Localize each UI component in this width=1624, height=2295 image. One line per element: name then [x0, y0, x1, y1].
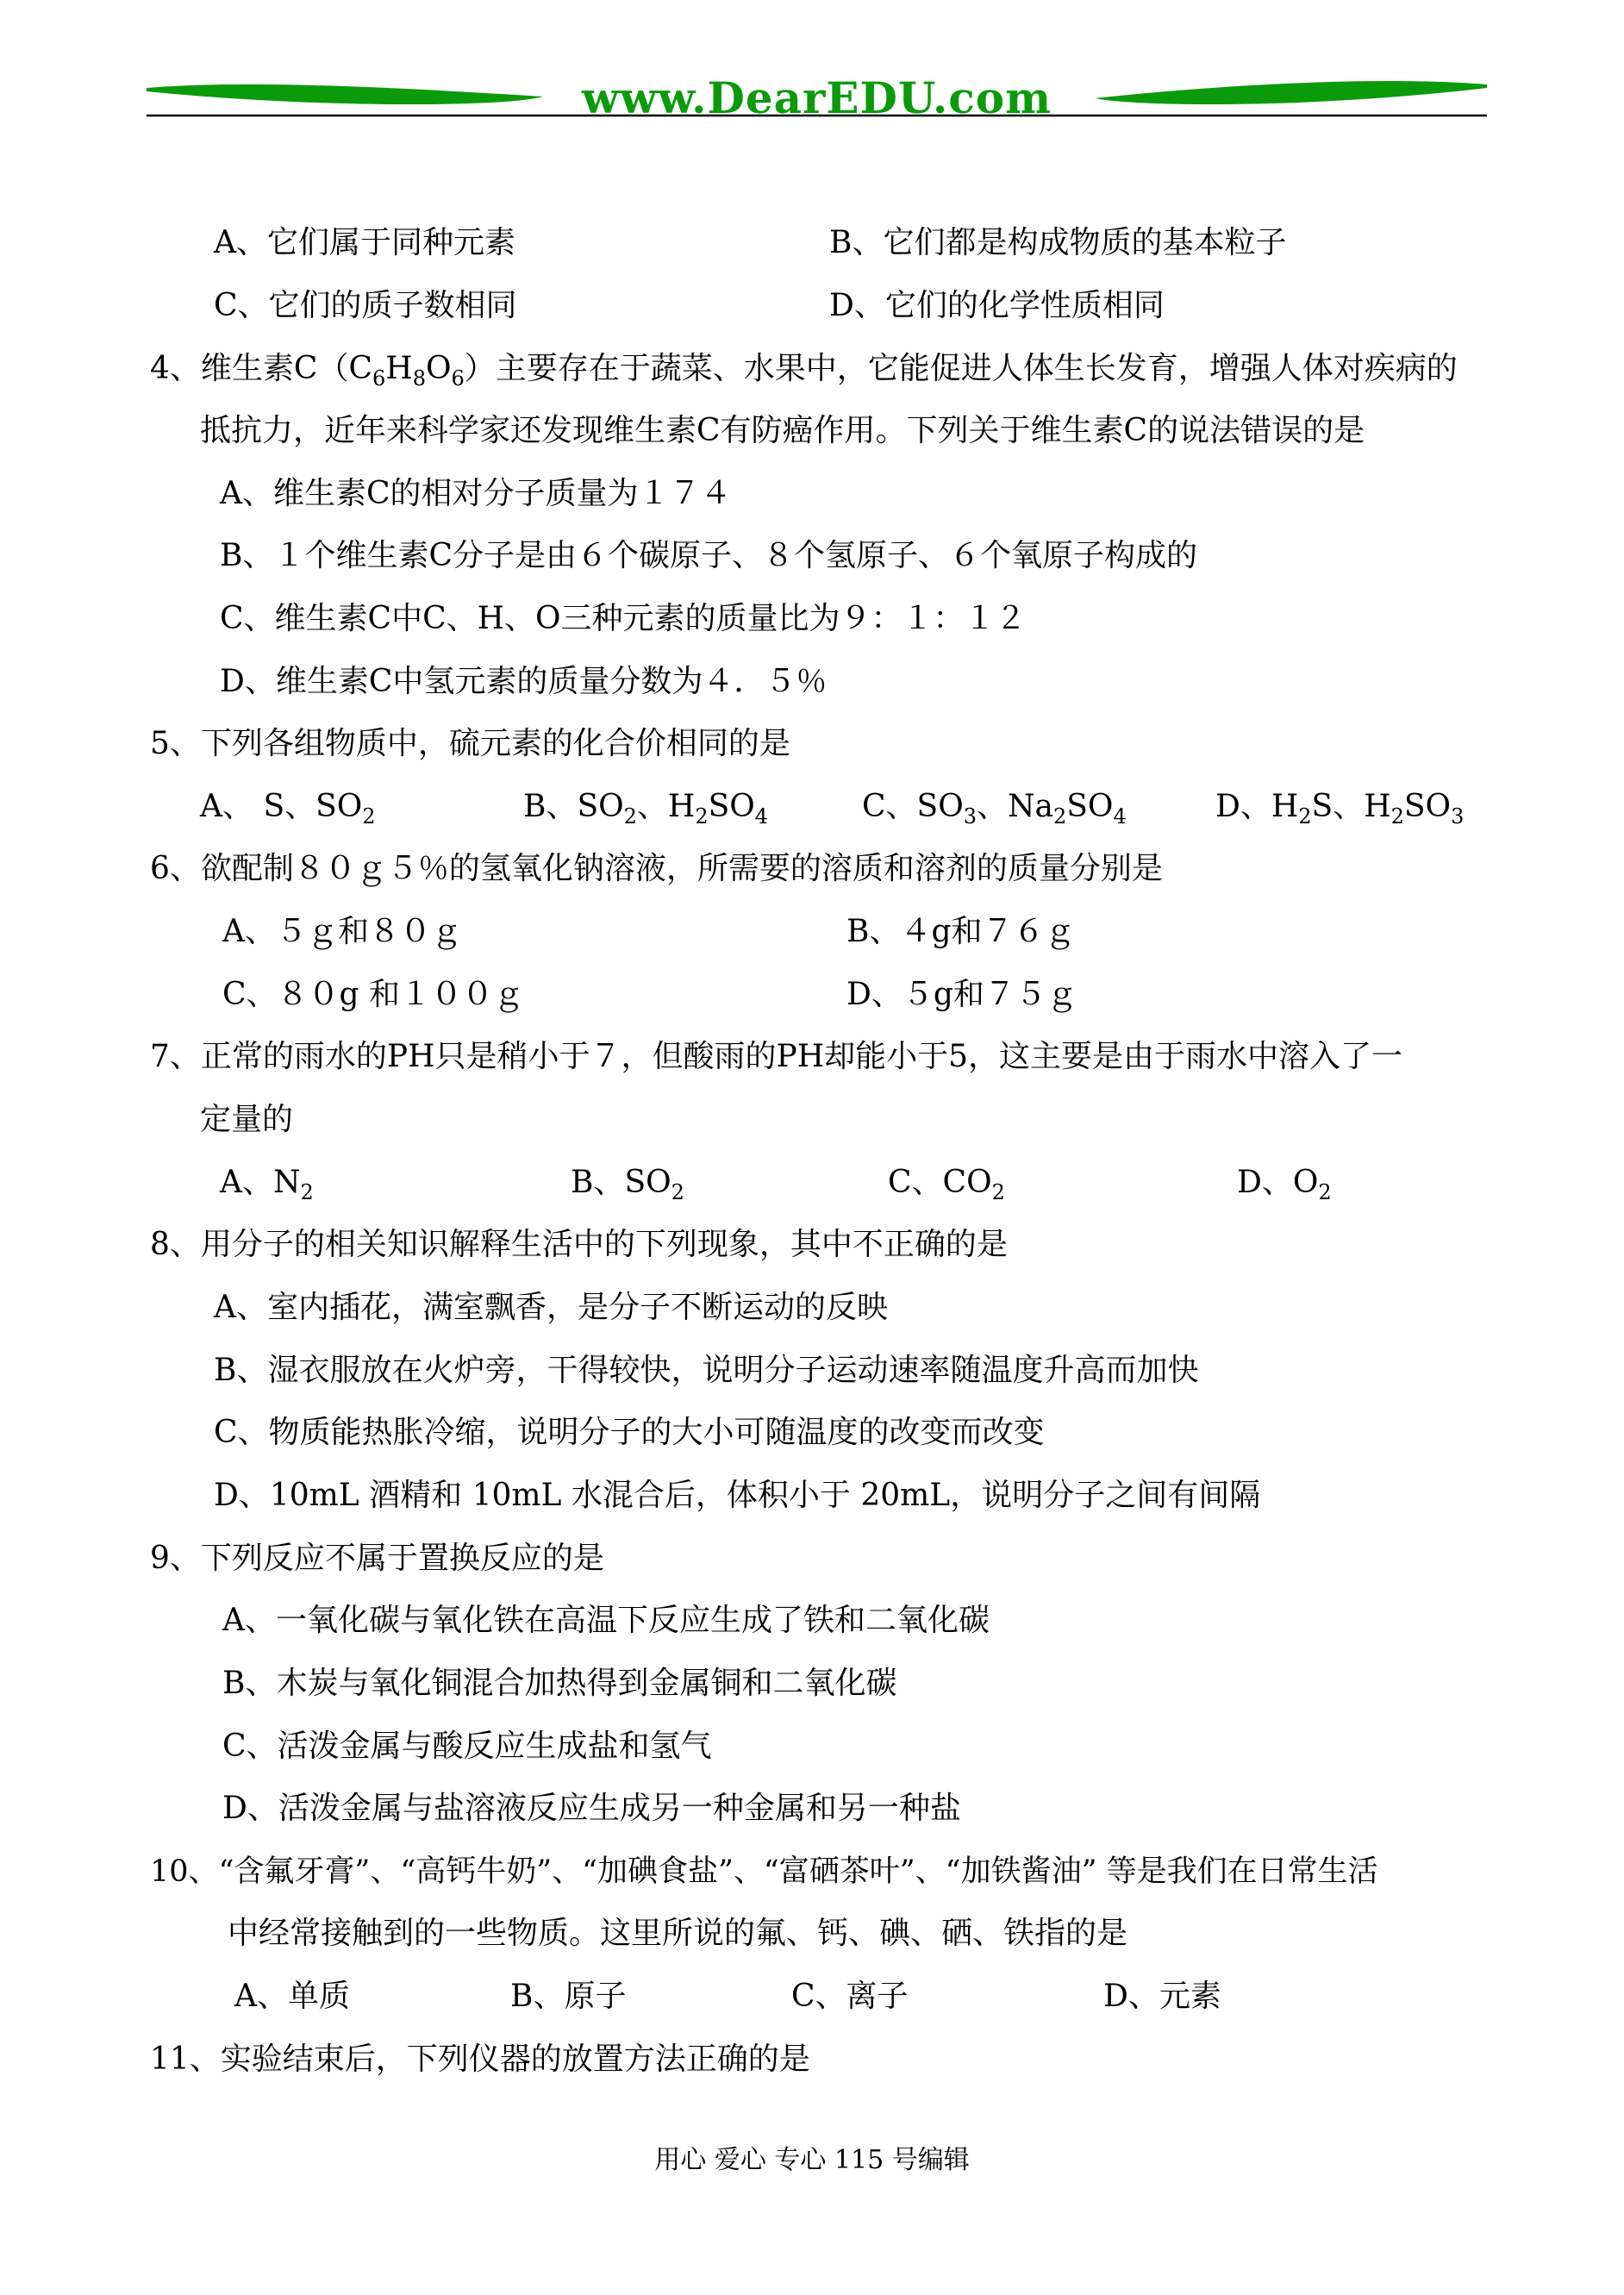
q5-c-text: SO [1066, 789, 1114, 824]
q10-option-c: C、离子 [791, 1979, 909, 2014]
q5-d-text: SO [1403, 789, 1452, 824]
q7-option-a [220, 1165, 314, 1204]
q5-sub: 2 [623, 804, 637, 829]
q5-sub: 4 [1113, 804, 1127, 829]
q4-stem-pre: 4、维生素C（C [150, 351, 372, 386]
q4-sub: 6 [372, 366, 386, 391]
q10-stem-line1: 10、“含氟牙膏”、“高钙牛奶”、“加碘食盐”、“富硒茶叶”、“加铁酱油” 等是我们在日常生活 [150, 1854, 1378, 1889]
q7-sub: 2 [1318, 1180, 1332, 1204]
q4-option-c: C、维生素C中C、H、O三种元素的质量比为９：１：１２ [220, 601, 1027, 636]
q5-sub: 4 [754, 804, 769, 829]
q4-option-a: A、维生素C的相对分子质量为１７４ [220, 476, 732, 511]
q9-option-c: C、活泼金属与酸反应生成盐和氢气 [222, 1729, 712, 1764]
q5-b-text: 、H [636, 789, 696, 824]
q7-d-text: D、O [1237, 1165, 1319, 1200]
q4-option-b: B、１个维生素C分子是由６个碳原子、８个氢原子、６个氧原子构成的 [220, 538, 1198, 573]
q4-stem-line2: 抵抗力，近年来科学家还发现维生素C有防癌作用。下列关于维生素C的说法错误的是 [200, 413, 1365, 448]
q7-stem-line1: 7、正常的雨水的PH只是稍小于７，但酸雨的PH却能小于5，这主要是由于雨水中溶入了一 [150, 1039, 1403, 1074]
q9-option-a: A、一氧化碳与氧化铁在高温下反应生成了铁和二氧化碳 [222, 1603, 990, 1638]
q5-sub: 2 [362, 804, 376, 829]
q7-sub: 2 [300, 1180, 314, 1204]
q10-stem-line2: 中经常接触到的一些物质。这里所说的氟、钙、碘、硒、铁指的是 [228, 1916, 1128, 1951]
page-footer: 用心 爱心 专心 115 号编辑 [654, 2145, 970, 2175]
q5-d-text: S、H [1311, 789, 1391, 824]
q5-sub: 2 [1390, 804, 1404, 829]
q5-b-text: SO [708, 789, 755, 824]
q5-sub: 3 [963, 804, 978, 829]
q6-option-d: D、５g和７５ｇ [846, 977, 1077, 1012]
q4-sub: 6 [451, 366, 465, 391]
q8-option-b: B、湿衣服放在火炉旁，干得较快，说明分子运动速率随温度升高而加快 [214, 1353, 1199, 1388]
q5-option-a [200, 789, 376, 829]
q5-sub: 3 [1451, 804, 1465, 829]
q3-option-b: B、它们都是构成物质的基本粒子 [829, 225, 1287, 260]
site-header [147, 69, 1487, 129]
q5-option-c [862, 789, 1127, 829]
q7-a-text: A、N [220, 1165, 301, 1200]
q7-stem-line2: 定量的 [200, 1102, 294, 1137]
q8-stem: 8、用分子的相关知识解释生活中的下列现象，其中不正确的是 [150, 1227, 1008, 1262]
q8-option-a: A、室内插花，满室飘香，是分子不断运动的反映 [214, 1290, 888, 1325]
q5-b-text: B、SO [523, 789, 624, 824]
q6-option-a: A、５ｇ和８０ｇ [222, 914, 462, 949]
q5-option-b [523, 789, 769, 829]
q10-option-a: A、单质 [234, 1979, 350, 2014]
q5-c-text: 、Na [977, 789, 1053, 824]
q8-option-c: C、物质能热胀冷缩，说明分子的大小可随温度的改变而改变 [214, 1415, 1045, 1450]
q4-h: H [385, 351, 413, 386]
q7-sub: 2 [671, 1180, 684, 1204]
q9-option-b: B、木炭与氧化铜混合加热得到金属铜和二氧化碳 [222, 1666, 897, 1701]
q3-option-a: A、它们属于同种元素 [214, 225, 515, 260]
q6-option-b: B、４g和７６ｇ [846, 914, 1076, 949]
q4-stem-line1 [150, 351, 1458, 391]
q6-option-c: C、８０g 和１００ｇ [222, 977, 525, 1012]
q7-option-d [1237, 1165, 1332, 1204]
q3-option-d: D、它们的化学性质相同 [829, 288, 1165, 323]
q5-option-d [1215, 789, 1465, 829]
q10-option-d: D、元素 [1103, 1979, 1221, 2014]
site-name: www.DearEDU.com [581, 72, 1052, 123]
q5-sub: 2 [695, 804, 709, 829]
q7-b-text: B、SO [571, 1165, 671, 1200]
q7-sub: 2 [991, 1180, 1005, 1204]
q8-option-d: D、10mL 酒精和 10mL 水混合后，体积小于 20mL，说明分子之间有间隔 [214, 1478, 1261, 1513]
q5-sub: 2 [1052, 804, 1067, 829]
q4-stem-post: ）主要存在于蔬菜、水果中，它能促进人体生长发育，增强人体对疾病的 [464, 351, 1458, 386]
q9-option-d: D、活泼金属与盐溶液反应生成另一种金属和另一种盐 [222, 1791, 961, 1826]
q5-stem: 5、下列各组物质中，硫元素的化合价相同的是 [150, 726, 790, 761]
q7-option-b [571, 1165, 684, 1204]
q9-stem: 9、下列反应不属于置换反应的是 [150, 1541, 604, 1576]
q6-stem: 6、欲配制８０ｇ５％的氢氧化钠溶液，所需要的溶质和溶剂的质量分别是 [150, 851, 1163, 886]
q4-sub: 8 [412, 366, 426, 391]
q5-a-text: A、 S、SO [200, 789, 363, 824]
q10-option-b: B、原子 [510, 1979, 627, 2014]
q11-stem: 11、实验结束后，下列仪器的放置方法正确的是 [150, 2042, 810, 2077]
q5-sub: 2 [1298, 804, 1312, 829]
q5-d-text: D、H [1215, 789, 1299, 824]
q4-o: O [425, 351, 452, 386]
q7-option-c [888, 1165, 1005, 1204]
q5-c-text: C、SO [862, 789, 964, 824]
q3-option-c: C、它们的质子数相同 [214, 288, 517, 323]
q7-c-text: C、CO [888, 1165, 992, 1200]
q4-option-d: D、维生素C中氢元素的质量分数为４．５％ [220, 664, 828, 699]
